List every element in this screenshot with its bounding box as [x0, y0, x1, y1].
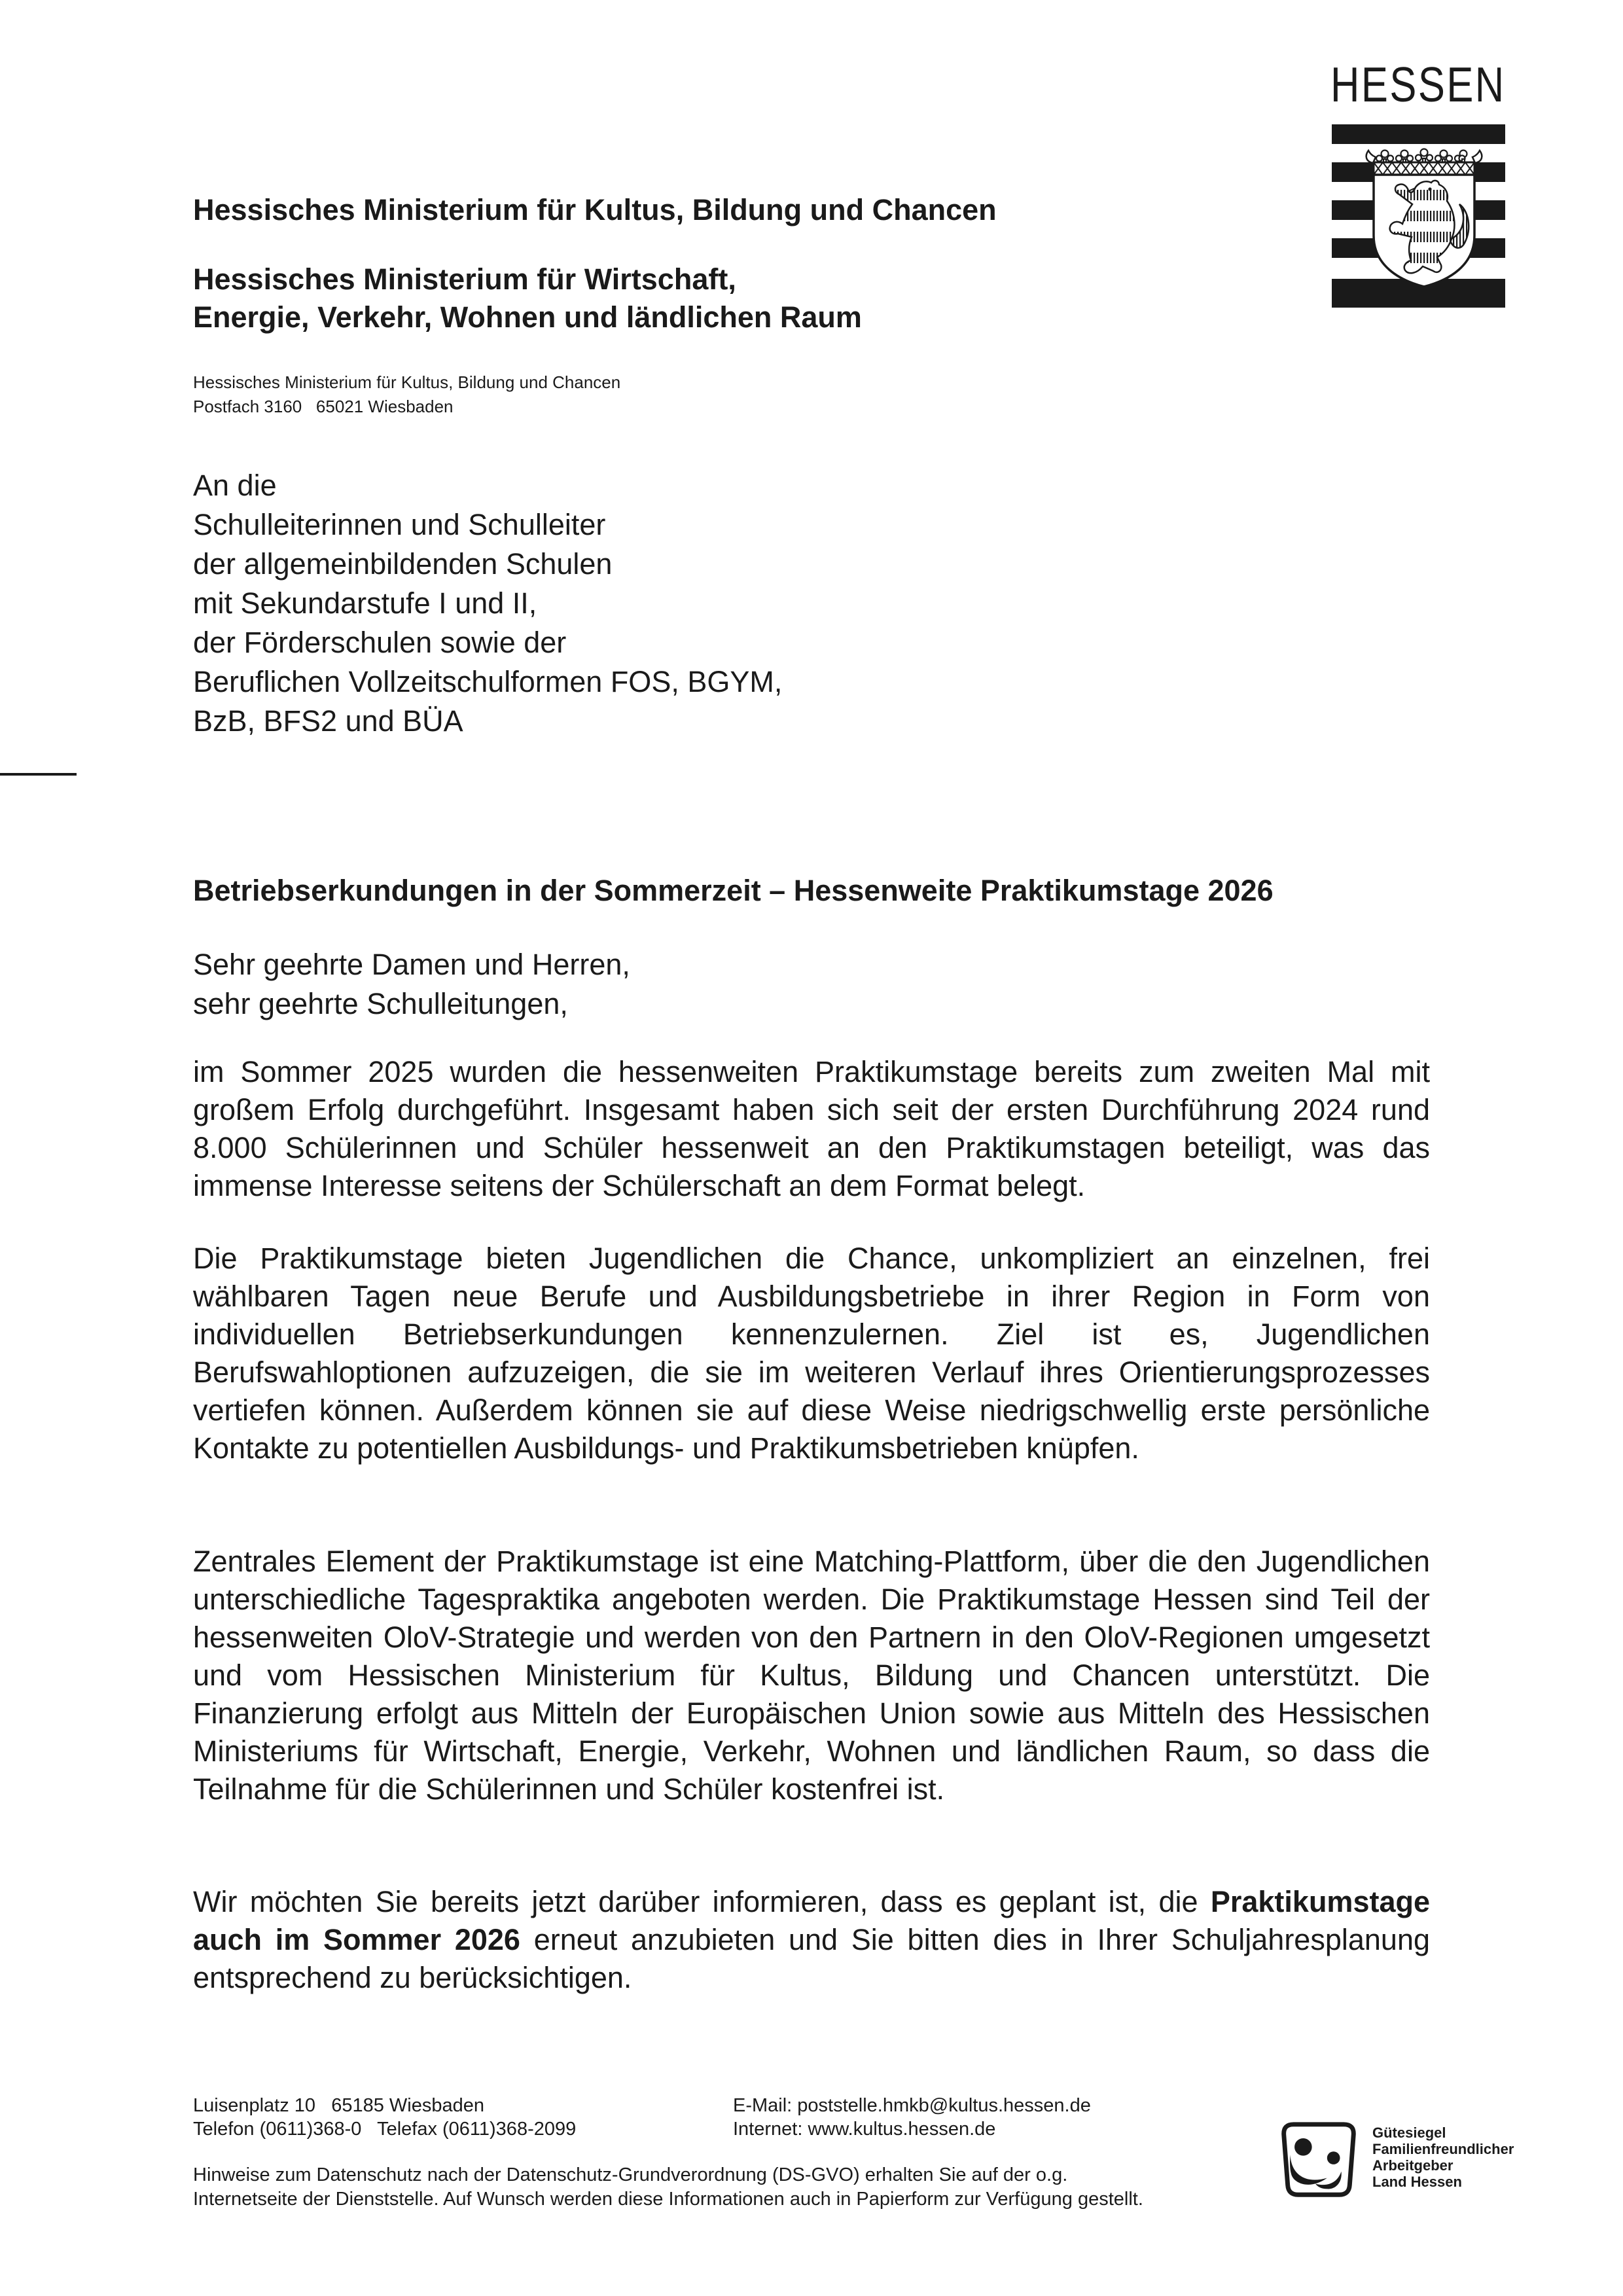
footer-privacy-note	[193, 2163, 1143, 2212]
body-paragraph-3: Zentrales Element der Praktikumstage ist eine Matching-Plattform, über die den Jugendlichen unterschiedliche Tagespraktika angeboten werden. Die Praktikumstage Hessen sind Teil der hessenweiten OloV-Strategie und werden von den Partnern in den OloV-Regionen umgesetzt und vom Hessischen Ministerium für Kultus, Bildung und Chancen unterstützt. Die Finanzierung erfolgt aus Mitteln der Europäischen Union sowie aus Mitteln des Hessischen Ministeriums für Wirtschaft, Energie, Verkehr, Wohnen und ländlichen Raum, so dass die Teilnahme für die Schülerinnen und Schüler kostenfrei ist.	[193, 1545, 1430, 1806]
recipient-line: der Förderschulen sowie der	[193, 626, 567, 659]
footer-phone: Telefon (0611)368-0 Telefax (0611)368-2099	[193, 2119, 577, 2140]
seal-caption-line: Familienfreundlicher	[1372, 2141, 1514, 2157]
ministry-header-wirtschaft-line1: Hessisches Ministerium für Wirtschaft,	[193, 262, 736, 296]
recipient-line: An die	[193, 469, 277, 502]
seal-caption-block	[1372, 2125, 1514, 2190]
footer-contact-block	[733, 2094, 1091, 2141]
salutation-block	[193, 945, 630, 1024]
hessen-wordmark: HESSEN	[1330, 57, 1506, 112]
recipient-line: BzB, BFS2 und BÜA	[193, 704, 463, 738]
salutation-line: sehr geehrte Schulleitungen,	[193, 987, 568, 1020]
seal-title: Gütesiegel	[1372, 2125, 1446, 2141]
subject-line: Betriebserkundungen in der Sommerzeit – Hessenweite Praktikumstage 2026	[193, 874, 1274, 907]
ministry-header-wirtschaft-line2: Energie, Verkehr, Wohnen und ländlichen Raum	[193, 300, 862, 334]
fold-mark	[0, 773, 77, 776]
body-paragraph-4-post: erneut anzubieten und Sie bitten dies in Ihrer Schuljahresplanung entsprechend zu berücksichtigen.	[193, 1923, 1430, 1994]
family-friendly-employer-seal-icon	[1273, 2121, 1364, 2200]
hessen-coat-of-arms-icon	[1332, 124, 1505, 308]
recipient-line: Beruflichen Vollzeitschulformen FOS, BGYM,	[193, 665, 783, 698]
body-paragraph-4-bold: Praktikumstage auch im Sommer 2026	[193, 1885, 1430, 1956]
sender-name: Hessisches Ministerium für Kultus, Bildung und Chancen	[193, 372, 621, 392]
footer-email: E-Mail: poststelle.hmkb@kultus.hessen.de	[733, 2095, 1091, 2116]
body-paragraph-4-pre: Wir möchten Sie bereits jetzt darüber informieren, dass es geplant ist, die	[193, 1885, 1211, 1918]
recipient-line: Schulleiterinnen und Schulleiter	[193, 508, 606, 541]
seal-caption-line: Arbeitgeber	[1372, 2157, 1454, 2174]
recipient-line: der allgemeinbildenden Schulen	[193, 547, 613, 581]
sender-postbox: Postfach 3160 65021 Wiesbaden	[193, 397, 454, 416]
body-paragraph-1: im Sommer 2025 wurden die hessenweiten Praktikumstage bereits zum zweiten Mal mit großem Erfolg durchgeführt. Insgesamt haben sich seit der ersten Durchführung 2024 rund 8.000 Schülerinnen und Schüler hessenweit an den Praktikumstagen beteiligt, was das immense Interesse seitens der Schülerschaft an dem Format belegt.	[193, 1055, 1430, 1202]
salutation-line: Sehr geehrte Damen und Herren,	[193, 948, 630, 981]
recipient-address-block	[193, 466, 782, 741]
ministry-header-wirtschaft	[193, 260, 862, 336]
footer-internet: Internet: www.kultus.hessen.de	[733, 2119, 996, 2140]
seal-caption-line: Land Hessen	[1372, 2174, 1462, 2190]
sender-address-block	[193, 370, 620, 419]
privacy-line: Hinweise zum Datenschutz nach der Datenschutz-Grundverordnung (DS-GVO) erhalten Sie auf der o.g.	[193, 2164, 1068, 2185]
privacy-line: Internetseite der Dienststelle. Auf Wunsch werden diese Informationen auch in Papierform zur Verfügung gestellt.	[193, 2189, 1143, 2210]
body-paragraph-2: Die Praktikumstage bieten Jugendlichen die Chance, unkompliziert an einzelnen, frei wählbaren Tagen neue Berufe und Ausbildungsbetriebe in ihrer Region in Form von individuellen Betriebserkundungen kennenzulernen. Ziel ist es, Jugendlichen Berufswahloptionen aufzuzeigen, die sie im weiteren Verlauf ihres Orientierungsprozesses vertiefen können. Außerdem können sie auf diese Weise niedrigschwellig erste persönliche Kontakte zu potentiellen Ausbildungs- und Praktikumsbetrieben knüpfen.	[193, 1242, 1430, 1465]
footer-street: Luisenplatz 10 65185 Wiesbaden	[193, 2095, 484, 2116]
footer-address-block	[193, 2094, 576, 2141]
ministry-header-kultus: Hessisches Ministerium für Kultus, Bildung und Chancen	[193, 193, 997, 226]
recipient-line: mit Sekundarstufe I und II,	[193, 586, 537, 620]
body-paragraph-4	[193, 1883, 1430, 1997]
